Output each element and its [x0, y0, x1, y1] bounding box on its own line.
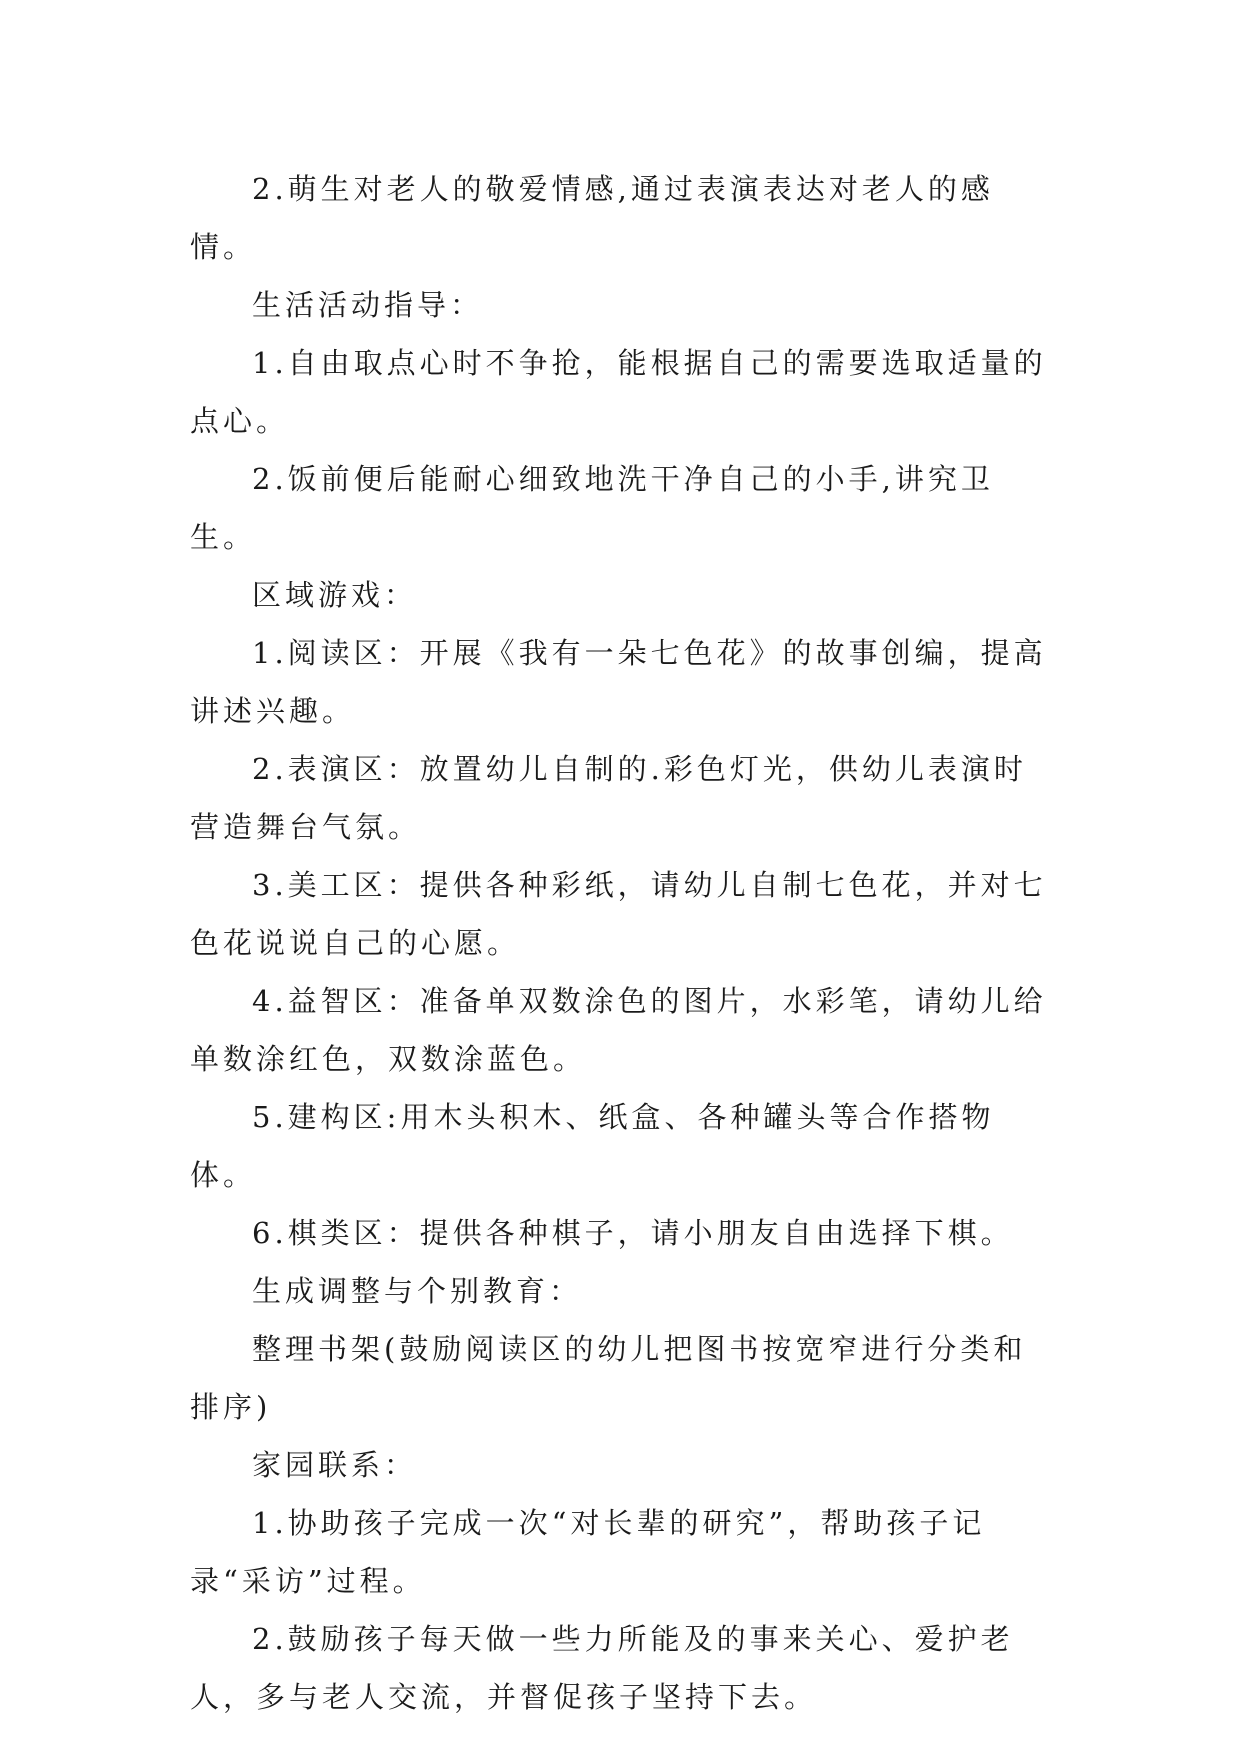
document-body [190, 160, 1050, 1726]
paragraph-area-reading: 1.阅读区：开展《我有一朵七色花》的故事创编，提高讲述兴趣。 [190, 636, 1047, 728]
paragraph-goal-2: 2.萌生对老人的敬爱情感,通过表演表达对老人的感情。 [190, 172, 994, 264]
paragraph-area-art: 3.美工区：提供各种彩纸，请幼儿自制七色花，并对七色花说说自己的心愿。 [190, 868, 1047, 960]
paragraph-life-1: 1.自由取点心时不争抢，能根据自己的需要选取适量的点心。 [190, 346, 1047, 438]
paragraph-home-1: 1.协助孩子完成一次“对长辈的研究”，帮助孩子记录“采访”过程。 [190, 1506, 986, 1598]
heading-life-activity: 生活活动指导： [252, 288, 484, 322]
heading-adjustment: 生成调整与个别教育： [252, 1274, 583, 1308]
heading-area-games: 区域游戏： [252, 578, 418, 612]
heading-home-contact: 家园联系： [252, 1448, 418, 1482]
paragraph-area-construction: 5.建构区:用木头积木、纸盒、各种罐头等合作搭物体。 [190, 1100, 995, 1192]
paragraph-area-puzzle: 4.益智区：准备单双数涂色的图片，水彩笔，请幼儿给单数涂红色，双数涂蓝色。 [190, 984, 1047, 1076]
paragraph-life-2: 2.饭前便后能耐心细致地洗干净自己的小手,讲究卫生。 [190, 462, 994, 554]
paragraph-adjustment: 整理书架(鼓励阅读区的幼儿把图书按宽窄进行分类和排序) [190, 1332, 1027, 1424]
paragraph-area-performance: 2.表演区：放置幼儿自制的.彩色灯光，供幼儿表演时营造舞台气氛。 [190, 752, 1027, 844]
paragraph-home-2: 2.鼓励孩子每天做一些力所能及的事来关心、爱护老人，多与老人交流，并督促孩子坚持下去。 [190, 1622, 1014, 1714]
paragraph-area-chess: 6.棋类区：提供各种棋子，请小朋友自由选择下棋。 [252, 1216, 1014, 1250]
